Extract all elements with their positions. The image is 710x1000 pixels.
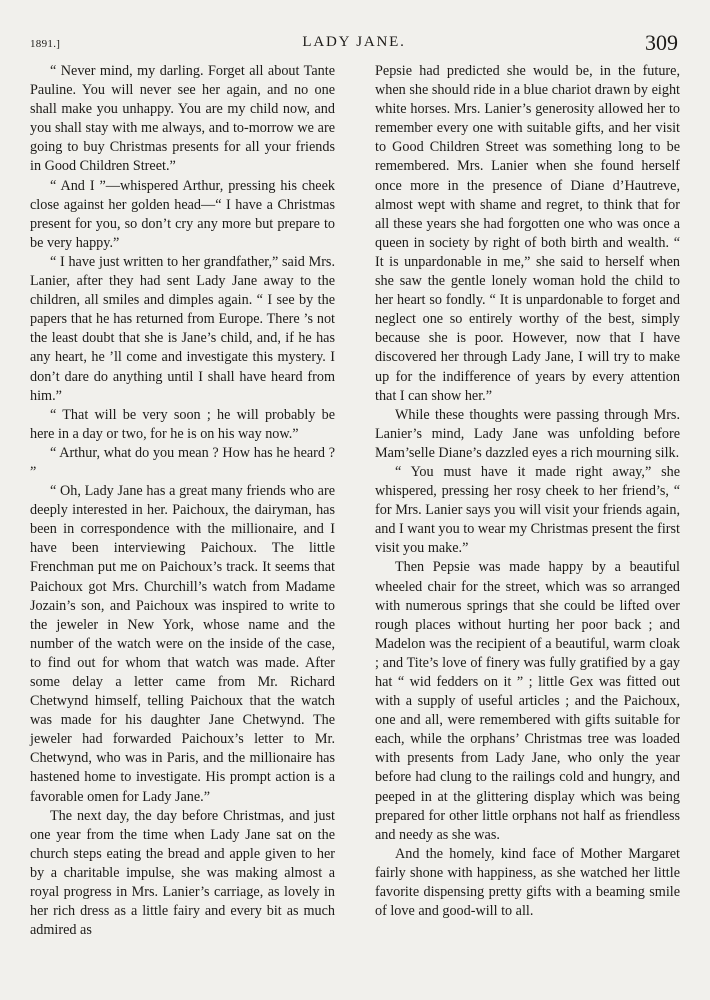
paragraph: Then Pepsie was made happy by a beautiful wheeled chair for the street, which was so arranged with numerous springs that she could be lifted over rough places without hurting her poor back ; and Madelon was the recipient of a beautiful, warm cloak ; and Tite’s love of finery was fully gratified by a gay hat “ wid fedders on it ” ; little Gex was fitted out with a supply of useful articles ; and the Paichoux, one and all, were remembered with gifts suitable for each, while the orphans’ Christmas tree was loaded with presents from Lady Jane, who only the year before had clung to the railings cold and hungry, and peeped in at the glittering display which was being prepared for other little orphans not half as friendless and needy as she was. [375,559,680,843]
running-head [30,30,678,57]
paragraph: “ That will be very soon ; he will probably be here in a day or two, for he is on his way now.” [30,406,335,442]
paragraph: “ Never mind, my darling. Forget all about Tante Pauline. You will never see her again, and no one shall make you unhappy. You are my child now, and you shall stay with me always, and to-morrow we are going to buy Christmas presents for all your friends in Good Children Street.” [30,63,335,175]
paragraph: “ And I ”—whispered Arthur, pressing his cheek close against her golden head—“ I have a Christmas present for you, so don’t cry any more but prepare to be very happy.” [30,177,335,251]
running-head-title: LADY JANE. [302,34,406,50]
paragraph: The next day, the day before Christmas, and just one year from the time when Lady Jane sat on the church steps eating the bread and apple given to her by a charitable impulse, she was making almost a royal progress in Mrs. Lanier’s carriage, as lovely in her rich dress as a little fairy and every bit as much admired as [30,807,335,939]
text-columns [30,62,680,982]
running-head-date: 1891.] [30,38,61,50]
paragraph: “ Arthur, what do you mean ? How has he heard ? ” [30,444,335,480]
paragraph: “ Oh, Lady Jane has a great many friends who are deeply interested in her. Paichoux, the dairyman, has been in correspondence with the millionaire, and I have been interviewing Paichoux. The little Frenchman put me on Paichoux’s track. It seems that Paichoux got Mrs. Churchill’s watch from Madame Jozain’s son, and Paichoux was inspired to write to the jeweler in New York, whose name and the number of the watch were on the inside of the case, to find out for whom that watch was made. After some delay a letter came from Mr. Richard Chetwynd himself, telling Paichoux that the watch was made for his daughter Jane Chetwynd. The jeweler had forwarded Paichoux’s letter to Mr. Chetwynd, who was in Paris, and the millionaire has hastened home to investigate. His prompt action is a favorable omen for Lady Jane.” [30,483,335,805]
paragraph-continued: Pepsie had predicted she would be, in the future, when she should ride in a blue chariot drawn by eight white horses. Mrs. Lanier’s generosity allowed her to remember every one with suitable gifts, and her visit to Good Children Street was something long to be remembered. Mrs. Lanier when she found herself once more in the presence of Diane d’Hautreve, almost wept with shame and regret, to think that for all these years she had forgotten one who was once a queen in society by right of both birth and wealth. “ It is unpardonable in me,” she said to herself when she saw the gentle lonely woman hold the child to her heart so fondly. “ It is unpardonable to forget and neglect one so entirely worthy of the best, simply because she is poor. However, now that I have discovered her through Lady Jane, I will try to make up for the indifference of years by every attention that I can show her.” [375,63,680,404]
paragraph: While these thoughts were passing through Mrs. Lanier’s mind, Lady Jane was unfolding before Mam’selle Diane’s dazzled eyes a rich mourning silk. [375,406,680,461]
right-column [375,62,680,982]
paragraph: “ I have just written to her grandfather,” said Mrs. Lanier, after they had sent Lady Jane away to the children, all smiles and dimples again. “ I see by the papers that he has returned from Europe. There ’s not the least doubt that she is Jane’s child, and, if he has any heart, he ’ll come and investigate this mystery. I don’t dare do anything until I shall have heard from him.” [30,253,335,404]
paragraph: “ You must have it made right away,” she whispered, pressing her rosy cheek to her friend’s, “ for Mrs. Lanier says you will visit your friends again, and I want you to wear my Christmas present the first visit you make.” [375,463,680,557]
page-number: 309 [645,30,678,55]
paragraph: And the homely, kind face of Mother Margaret fairly shone with happiness, as she watched her little favorite dispensing pretty gifts with a beaming smile of love and good-will to all. [375,845,680,920]
left-column [30,62,335,982]
